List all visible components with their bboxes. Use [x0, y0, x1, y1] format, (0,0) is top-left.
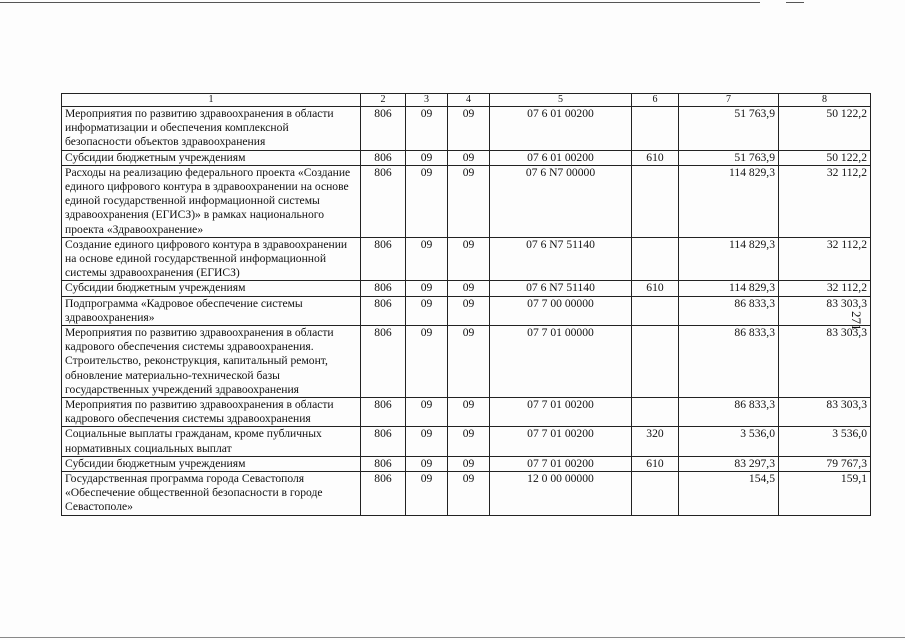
expense-type-cell	[632, 472, 679, 516]
expense-type-cell	[632, 296, 679, 325]
expense-type-cell	[632, 398, 679, 427]
target-article-cell: 07 6 N7 51140	[490, 281, 632, 296]
amount-col8-cell: 50 122,2	[779, 107, 871, 151]
row-name-cell: Социальные выплаты гражданам, кроме публичных нормативных социальных выплат	[62, 427, 361, 456]
expense-type-cell: 610	[632, 281, 679, 296]
section-cell: 09	[406, 472, 448, 516]
ministry-code-cell: 806	[361, 296, 406, 325]
section-cell: 09	[406, 456, 448, 471]
row-name-cell: Мероприятия по развитию здравоохранения в области информатизации и обеспечения комплексной безопасности объектов здравоохранения	[62, 107, 361, 151]
target-article-cell: 07 7 01 00200	[490, 456, 632, 471]
amount-col8-cell: 159,1	[779, 472, 871, 516]
row-name-cell: Государственная программа города Севастополя «Обеспечение общественной безопасности в городе Севастополе»	[62, 472, 361, 516]
ministry-code-cell: 806	[361, 107, 406, 151]
section-cell: 09	[406, 150, 448, 165]
section-cell: 09	[406, 326, 448, 398]
ministry-code-cell: 806	[361, 398, 406, 427]
table-row	[62, 427, 871, 456]
row-name-cell: Мероприятия по развитию здравоохранения в области кадрового обеспечения системы здравоохранения	[62, 398, 361, 427]
amount-col8-cell: 32 112,2	[779, 237, 871, 281]
table-row	[62, 237, 871, 281]
table-header-row	[62, 94, 871, 107]
expense-type-cell: 320	[632, 427, 679, 456]
subsection-cell: 09	[448, 472, 490, 516]
row-name-cell: Субсидии бюджетным учреждениям	[62, 281, 361, 296]
section-cell: 09	[406, 281, 448, 296]
ministry-code-cell: 806	[361, 165, 406, 237]
target-article-cell: 07 6 01 00200	[490, 107, 632, 151]
header-cell: 2	[361, 94, 406, 107]
row-name-cell: Расходы на реализацию федерального проекта «Создание единого цифрового контура в здравоохранении на основе единой государственной информационной системы здравоохранения (ЕГИСЗ)» в рамках национального проекта «Здравоохранение»	[62, 165, 361, 237]
amount-col8-cell: 3 536,0	[779, 427, 871, 456]
header-cell: 7	[679, 94, 779, 107]
row-name-cell: Субсидии бюджетным учреждениям	[62, 150, 361, 165]
row-name-cell: Создание единого цифрового контура в здравоохранении на основе единой государственной информационной системы здравоохранения (ЕГИСЗ)	[62, 237, 361, 281]
row-name-cell: Субсидии бюджетным учреждениям	[62, 456, 361, 471]
section-cell: 09	[406, 398, 448, 427]
amount-col7-cell: 154,5	[679, 472, 779, 516]
table-row	[62, 281, 871, 296]
amount-col7-cell: 86 833,3	[679, 326, 779, 398]
amount-col8-cell: 50 122,2	[779, 150, 871, 165]
ministry-code-cell: 806	[361, 456, 406, 471]
ministry-code-cell: 806	[361, 281, 406, 296]
target-article-cell: 07 7 01 00000	[490, 326, 632, 398]
expense-type-cell: 610	[632, 456, 679, 471]
amount-col8-cell: 83 303,3	[779, 326, 871, 398]
amount-col8-cell: 83 303,3	[779, 296, 871, 325]
expense-type-cell	[632, 165, 679, 237]
budget-table	[61, 93, 871, 516]
subsection-cell: 09	[448, 281, 490, 296]
row-name-cell: Мероприятия по развитию здравоохранения в области кадрового обеспечения системы здравоохранения. Строительство, реконструкция, капитальный ремонт, обновление материально-технической базы государственных учреждений здравоохранения	[62, 326, 361, 398]
ministry-code-cell: 806	[361, 237, 406, 281]
table-row	[62, 107, 871, 151]
section-cell: 09	[406, 237, 448, 281]
amount-col7-cell: 86 833,3	[679, 296, 779, 325]
section-cell: 09	[406, 165, 448, 237]
header-cell: 6	[632, 94, 679, 107]
header-cell: 5	[490, 94, 632, 107]
table-row	[62, 398, 871, 427]
subsection-cell: 09	[448, 326, 490, 398]
subsection-cell: 09	[448, 427, 490, 456]
ministry-code-cell: 806	[361, 472, 406, 516]
table-row	[62, 472, 871, 516]
table-row	[62, 326, 871, 398]
header-cell: 3	[406, 94, 448, 107]
target-article-cell: 07 7 01 00200	[490, 398, 632, 427]
amount-col7-cell: 114 829,3	[679, 237, 779, 281]
ministry-code-cell: 806	[361, 150, 406, 165]
section-cell: 09	[406, 107, 448, 151]
expense-type-cell: 610	[632, 150, 679, 165]
expense-type-cell	[632, 326, 679, 398]
target-article-cell: 07 6 N7 00000	[490, 165, 632, 237]
target-article-cell: 07 6 N7 51140	[490, 237, 632, 281]
amount-col8-cell: 32 112,2	[779, 281, 871, 296]
target-article-cell: 07 6 01 00200	[490, 150, 632, 165]
subsection-cell: 09	[448, 237, 490, 281]
amount-col7-cell: 86 833,3	[679, 398, 779, 427]
header-cell: 1	[62, 94, 361, 107]
target-article-cell: 12 0 00 00000	[490, 472, 632, 516]
amount-col7-cell: 83 297,3	[679, 456, 779, 471]
table-row	[62, 296, 871, 325]
amount-col7-cell: 114 829,3	[679, 281, 779, 296]
subsection-cell: 09	[448, 150, 490, 165]
table-row	[62, 165, 871, 237]
scan-top-border	[0, 2, 760, 3]
subsection-cell: 09	[448, 456, 490, 471]
scan-top-mark	[786, 2, 804, 3]
amount-col7-cell: 114 829,3	[679, 165, 779, 237]
header-cell: 8	[779, 94, 871, 107]
expense-type-cell	[632, 237, 679, 281]
subsection-cell: 09	[448, 165, 490, 237]
header-cell: 4	[448, 94, 490, 107]
amount-col7-cell: 51 763,9	[679, 107, 779, 151]
amount-col7-cell: 51 763,9	[679, 150, 779, 165]
amount-col7-cell: 3 536,0	[679, 427, 779, 456]
scan-bottom-border	[0, 637, 905, 638]
table-row	[62, 456, 871, 471]
expense-type-cell	[632, 107, 679, 151]
subsection-cell: 09	[448, 398, 490, 427]
section-cell: 09	[406, 296, 448, 325]
table-row	[62, 150, 871, 165]
amount-col8-cell: 79 767,3	[779, 456, 871, 471]
ministry-code-cell: 806	[361, 427, 406, 456]
target-article-cell: 07 7 01 00200	[490, 427, 632, 456]
section-cell: 09	[406, 427, 448, 456]
amount-col8-cell: 83 303,3	[779, 398, 871, 427]
row-name-cell: Подпрограмма «Кадровое обеспечение системы здравоохранения»	[62, 296, 361, 325]
target-article-cell: 07 7 00 00000	[490, 296, 632, 325]
page-number: 271	[849, 311, 864, 331]
subsection-cell: 09	[448, 296, 490, 325]
subsection-cell: 09	[448, 107, 490, 151]
ministry-code-cell: 806	[361, 326, 406, 398]
amount-col8-cell: 32 112,2	[779, 165, 871, 237]
